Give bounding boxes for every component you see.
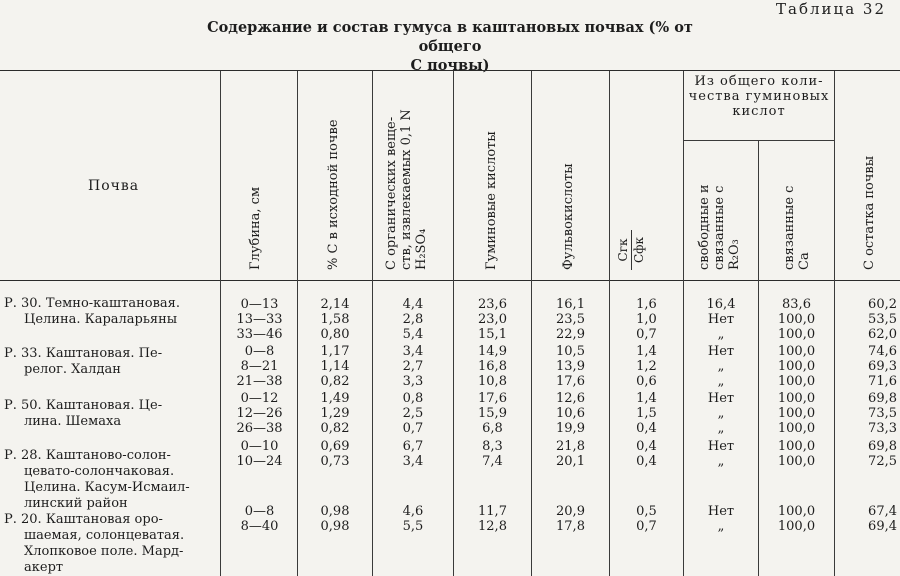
table-cell: 1,14 [320, 359, 350, 374]
table-cell: 100,0 [777, 421, 816, 436]
top-rule [0, 70, 900, 71]
header-c-organic: С органических веще- ств, извлекаемых 0,1 N H₂SO₄ [384, 109, 429, 270]
table-cell: 33—46 [236, 327, 283, 342]
table-cell: 0,5 [636, 504, 657, 519]
table-cell: 1,2 [636, 359, 657, 374]
soil-line: Целина. Касум-Исмаил- [24, 480, 190, 495]
table-cell: „ [717, 374, 725, 389]
table-cell: 21,8 [556, 439, 585, 454]
table-cell: 0,8 [402, 391, 424, 406]
soil-line: цевато-солончаковая. [24, 464, 175, 479]
table-cell: 71,6 [868, 374, 897, 389]
table-cell: 2,7 [402, 359, 424, 374]
table-cell: 6,8 [482, 421, 503, 436]
table-cell: 0,7 [402, 421, 424, 436]
table-cell: 1,49 [320, 391, 350, 406]
table-row [0, 519, 900, 534]
table-cell: „ [717, 359, 725, 374]
caption-line-1: Содержание и состав гумуса в каштановых почвах (% от общего [207, 19, 693, 55]
table-cell: 14,9 [478, 344, 507, 359]
table-cell: Нет [707, 391, 735, 406]
table-cell: „ [717, 454, 725, 469]
soil-line: Хлопковое поле. Мард- [24, 544, 184, 559]
ratio-numerator: Cгк [616, 230, 632, 270]
table-cell: 83,6 [782, 297, 811, 312]
table-row [0, 327, 900, 342]
table-cell: 1,5 [636, 406, 657, 421]
table-cell: 17,8 [556, 519, 585, 534]
table-cell: 69,8 [868, 391, 897, 406]
table-cell: 69,8 [868, 439, 897, 454]
soil-line: акерт [24, 560, 64, 575]
table-cell: 0,98 [320, 504, 350, 519]
table-cell: 16,4 [706, 297, 736, 312]
table-row [0, 439, 900, 454]
table-cell: 3,4 [402, 454, 424, 469]
table-cell: 2,14 [320, 297, 350, 312]
table-cell: 17,6 [556, 374, 585, 389]
table-cell: 74,6 [868, 344, 897, 359]
table-cell: 19,9 [556, 421, 585, 436]
table-row [0, 344, 900, 359]
soil-line: Р. 28. Каштаново-солон- [4, 448, 171, 463]
table-cell: 0,4 [636, 439, 657, 454]
header-ratio [616, 230, 656, 270]
table-row [0, 454, 900, 469]
table-cell: 0,82 [320, 374, 350, 389]
table-cell: 5,4 [402, 327, 424, 342]
table-cell: 12—26 [236, 406, 283, 421]
table-cell: „ [717, 327, 725, 342]
table-cell: 0—8 [244, 344, 275, 359]
table-cell: 0,7 [636, 327, 657, 342]
table-cell: 100,0 [777, 439, 816, 454]
table-cell: 0,80 [320, 327, 350, 342]
table-cell: 0,6 [636, 374, 657, 389]
table-cell: 17,6 [478, 391, 507, 406]
table-cell: 8—21 [240, 359, 279, 374]
table-cell: 69,4 [868, 519, 897, 534]
header-ca-bound: связанные с Ca [782, 185, 812, 270]
table-cell: 23,0 [478, 312, 507, 327]
soil-line: Целина. Караларьяны [24, 312, 178, 327]
table-cell: 0,4 [636, 421, 657, 436]
table-cell: „ [717, 421, 725, 436]
table-cell: 26—38 [236, 421, 283, 436]
header-humic: Гуминовые кислоты [484, 131, 499, 270]
table-cell: 0—12 [240, 391, 279, 406]
header-c-residue: С остатка почвы [862, 155, 877, 270]
table-cell: 5,5 [402, 519, 424, 534]
table-row [0, 391, 900, 406]
table-cell: 100,0 [777, 519, 816, 534]
table-cell: 100,0 [777, 359, 816, 374]
table-cell: 0—13 [240, 297, 279, 312]
table-cell: Нет [707, 312, 735, 327]
table-row [0, 312, 900, 327]
table-cell: 100,0 [777, 406, 816, 421]
table-cell: 8—40 [240, 519, 279, 534]
table-cell: 20,9 [556, 504, 585, 519]
table-cell: 1,0 [636, 312, 657, 327]
soil-line: релог. Халдан [24, 362, 121, 377]
table-cell: 0,98 [320, 519, 350, 534]
table-cell: 15,9 [478, 406, 507, 421]
table-cell: 1,4 [636, 391, 657, 406]
table-cell: 10—24 [236, 454, 283, 469]
table-row [0, 297, 900, 312]
table-caption [180, 18, 720, 75]
soil-line: Р. 30. Темно-каштановая. [4, 296, 180, 311]
table-cell: 16,8 [478, 359, 507, 374]
table-cell: 1,6 [636, 297, 657, 312]
table-cell: 100,0 [777, 312, 816, 327]
header-soil: Почва [88, 178, 140, 194]
group-divider [684, 140, 834, 141]
table-cell: 20,1 [556, 454, 585, 469]
table-cell: 1,29 [320, 406, 350, 421]
table-cell: 53,5 [868, 312, 897, 327]
table-row [0, 504, 900, 519]
table-cell: 0—8 [244, 504, 275, 519]
table-cell: 2,8 [402, 312, 424, 327]
table-cell: „ [717, 519, 725, 534]
table-cell: 100,0 [777, 344, 816, 359]
table-cell: 0—10 [240, 439, 279, 454]
table-cell: 10,5 [556, 344, 585, 359]
table-cell: 2,5 [402, 406, 424, 421]
table-cell: 1,4 [636, 344, 657, 359]
table-cell: 100,0 [777, 374, 816, 389]
table-cell: 67,4 [868, 504, 897, 519]
table-cell: 13—33 [236, 312, 283, 327]
table-cell: 1,17 [320, 344, 350, 359]
table-cell: 100,0 [777, 391, 816, 406]
table-cell: 73,3 [868, 421, 897, 436]
table-cell: 100,0 [777, 327, 816, 342]
soil-line: шаемая, солонцеватая. [24, 528, 185, 543]
table-cell: 0,69 [320, 439, 350, 454]
header-group: Из общего коли- чества гуминовых кислот [688, 74, 830, 119]
table-cell: Нет [707, 504, 735, 519]
table-cell: 69,3 [868, 359, 897, 374]
table-cell: 0,82 [320, 421, 350, 436]
table-cell: 3,4 [402, 344, 424, 359]
header-c-original: % С в исходной почве [326, 119, 341, 270]
soil-line: Р. 33. Каштановая. Пе- [4, 346, 163, 361]
table-cell: 21—38 [236, 374, 283, 389]
table-number: Таблица 32 [776, 0, 886, 18]
table-row [0, 421, 900, 436]
table-cell: 6,7 [402, 439, 424, 454]
soil-line: линский район [24, 496, 128, 511]
table-row [0, 359, 900, 374]
table-cell: 8,3 [482, 439, 503, 454]
table-cell: 10,6 [556, 406, 585, 421]
table-cell: 13,9 [556, 359, 585, 374]
table-cell: 4,4 [402, 297, 424, 312]
table-cell: Нет [707, 439, 735, 454]
table-cell: 73,5 [868, 406, 897, 421]
table-cell: 0,73 [320, 454, 350, 469]
table-cell: 72,5 [868, 454, 897, 469]
table-cell: 0,4 [636, 454, 657, 469]
table-cell: 22,9 [556, 327, 585, 342]
table-cell: 62,0 [868, 327, 897, 342]
table-row [0, 374, 900, 389]
table-cell: 3,3 [402, 374, 424, 389]
header-fulvic: Фульвокислоты [561, 163, 576, 270]
table-cell: 100,0 [777, 504, 816, 519]
table-cell: 12,8 [478, 519, 507, 534]
soil-line: Р. 50. Каштановая. Це- [4, 398, 163, 413]
table-cell: 100,0 [777, 454, 816, 469]
caption-line-2: С почвы) [410, 57, 490, 74]
header-free-bound: свободные и связанные с R₂O₃ [697, 184, 742, 270]
header-bottom-rule [0, 280, 900, 281]
table-cell: 7,4 [482, 454, 503, 469]
table-cell: 4,6 [402, 504, 424, 519]
table-cell: „ [717, 406, 725, 421]
table-cell: 11,7 [478, 504, 507, 519]
soil-line: Р. 20. Каштановая оро- [4, 512, 163, 527]
table-cell: 15,1 [478, 327, 507, 342]
table-cell: 12,6 [556, 391, 585, 406]
header-depth: Глубина, см [248, 186, 263, 270]
table-cell: 10,8 [478, 374, 507, 389]
table-cell: 60,2 [868, 297, 897, 312]
table-row [0, 406, 900, 421]
ratio-denominator: Cфк [632, 236, 646, 264]
table-cell: 16,1 [556, 297, 585, 312]
soil-line: лина. Шемаха [24, 414, 122, 429]
table-cell: 0,7 [636, 519, 657, 534]
table-cell: Нет [707, 344, 735, 359]
table-cell: 1,58 [320, 312, 350, 327]
table-cell: 23,6 [478, 297, 507, 312]
table-cell: 23,5 [556, 312, 585, 327]
